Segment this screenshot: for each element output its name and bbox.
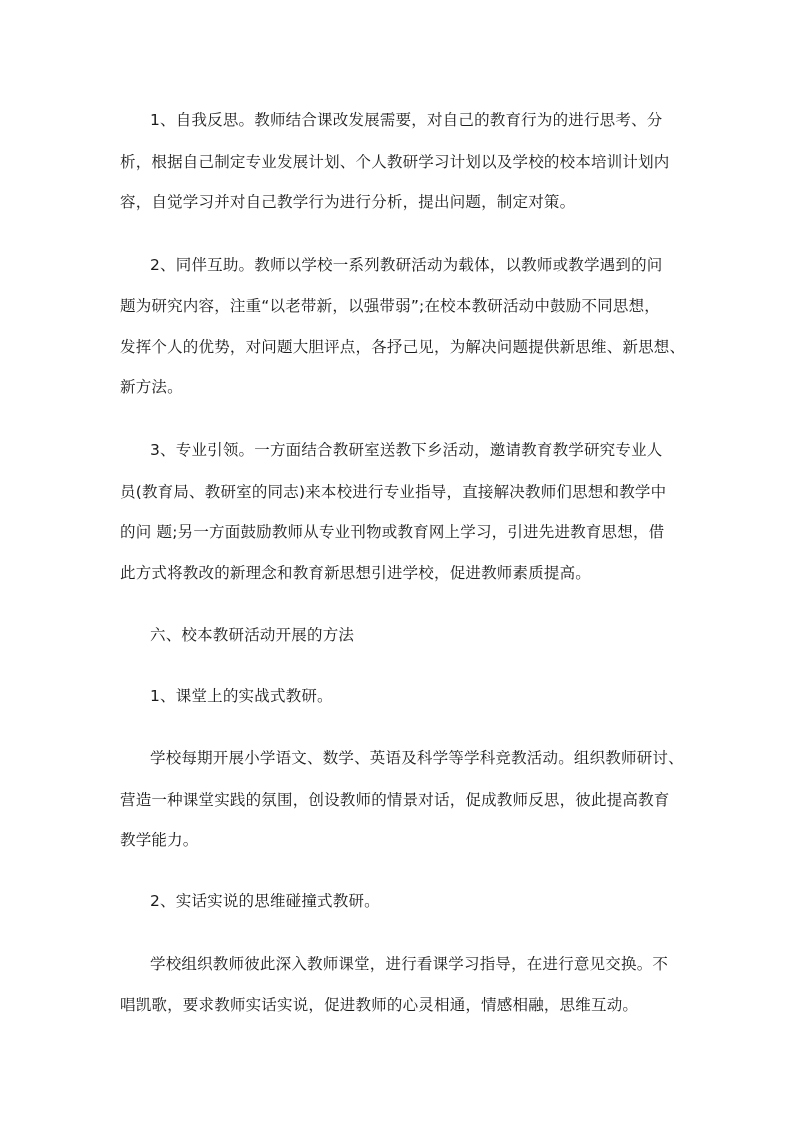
paragraph-line: 的问 题;另一方面鼓励教师从专业刊物或教育网上学习，引进先进教育思想，借 — [120, 523, 665, 541]
subheading: 1、课堂上的实战式教研。 — [150, 687, 333, 705]
paragraph-line: 容，自觉学习并对自己教学行为进行分析，提出问题，制定对策。 — [120, 193, 576, 211]
subheading: 2、实话实说的思维碰撞式教研。 — [150, 892, 380, 910]
paragraph-line: 3、专业引领。一方面结合教研室送教下乡活动，邀请教育教学研究专业人 — [150, 441, 663, 459]
paragraph-line: 员(教育局、教研室的同志)来本校进行专业指导，直接解决教师们思想和教学中 — [120, 483, 667, 501]
paragraph-line: 唱凯歌，要求教师实话实说，促进教师的心灵相通，情感相融，思维互动。 — [120, 996, 639, 1014]
paragraph-line: 1、自我反思。教师结合课改发展需要，对自己的教育行为的进行思考、分 — [150, 111, 663, 129]
paragraph-line: 学校每期开展小学语文、数学、英语及科学等学科竞教活动。组织教师研讨、 — [150, 749, 684, 767]
paragraph-line: 发挥个人的优势，对问题大胆评点，各抒己见，为解决问题提供新思维、新思想、 — [120, 338, 686, 356]
paragraph-line: 析，根据自己制定专业发展计划、个人教研学习计划以及学校的校本培训计划内 — [120, 153, 670, 171]
paragraph-line: 题为研究内容，注重“以老带新，以强带弱”;在校本教研活动中鼓励不同思想， — [120, 297, 660, 315]
paragraph-line: 新方法。 — [120, 378, 183, 396]
section-heading: 六、校本教研活动开展的方法 — [150, 626, 355, 644]
paragraph-line: 教学能力。 — [120, 831, 199, 849]
paragraph-line: 营造一种课堂实践的氛围，创设教师的情景对话，促成教师反思，彼此提高教育 — [120, 791, 670, 809]
paragraph-line: 学校组织教师彼此深入教师课堂，进行看课学习指导，在进行意见交换。不 — [150, 955, 669, 973]
paragraph-line: 2、同伴互助。教师以学校一系列教研活动为载体，以教师或教学遇到的问 — [150, 256, 663, 274]
paragraph-line: 此方式将教改的新理念和教育新思想引进学校，促进教师素质提高。 — [120, 564, 592, 582]
